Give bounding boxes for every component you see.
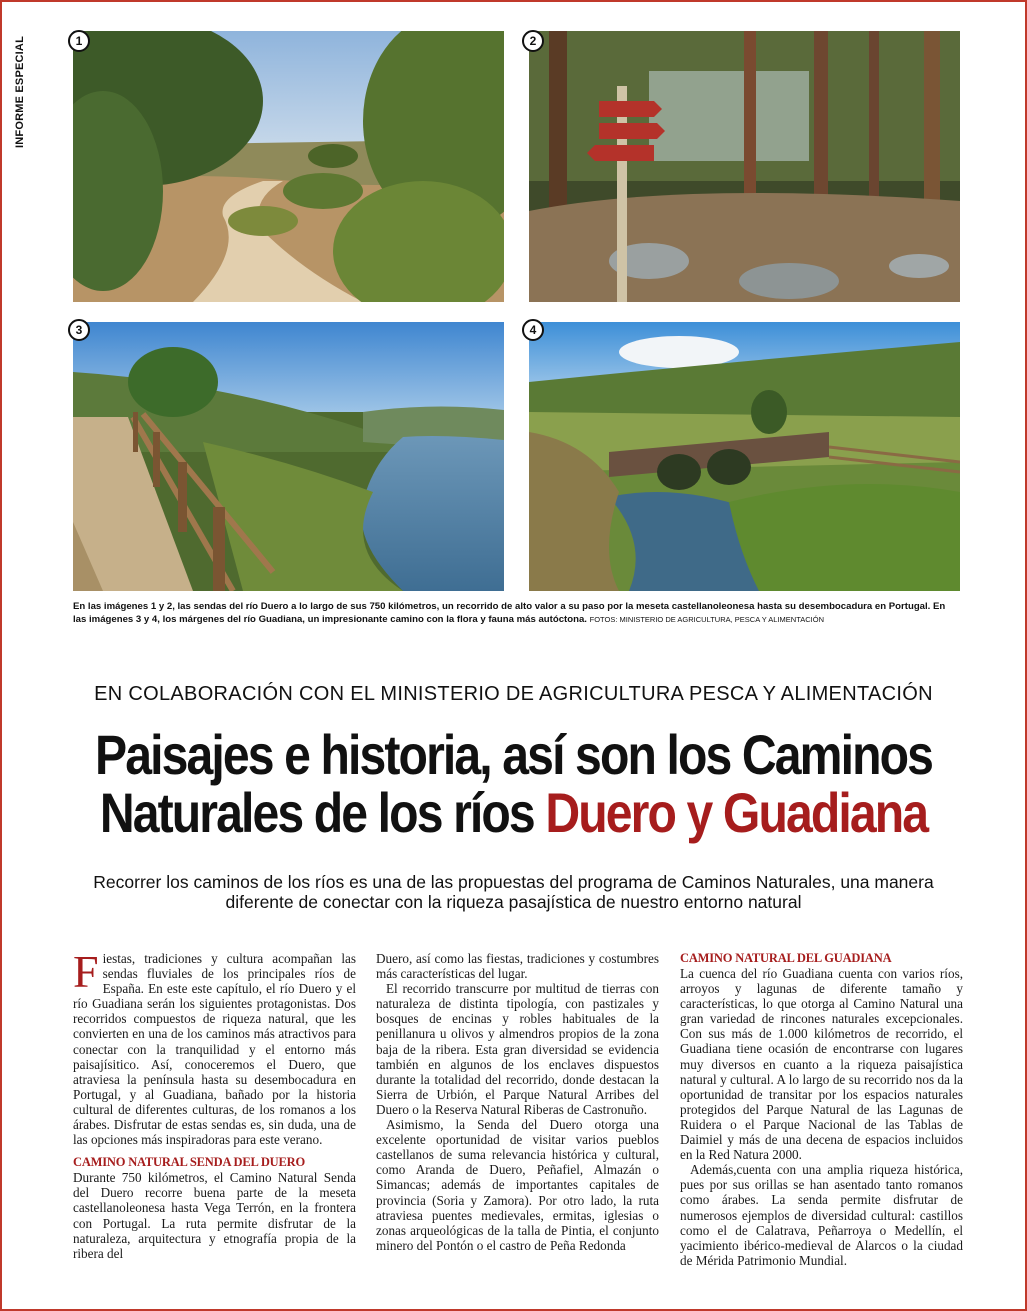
subhead-duero: CAMINO NATURAL SENDA DEL DUERO <box>73 1155 305 1170</box>
duero-paragraph-2: El recorrido transcurre por multitud de tierras con naturaleza de distinta tipología, con pastizales y bosques de encinas y robles habituales de la penillanura u olivos y almendros propios de la zona baja de la ribera. Esta gran diversidad se evidencia también en algunos de los enclaves dispuestos durante la totalidad del recorrido, donde destacan la Sierra de Urbión, el Parque Natural Arribes del Duero o la Reserva Natural Riberas de Castronuño. <box>376 981 659 1117</box>
duero-paragraph-3: Asimismo, la Senda del Duero otorga una excelente oportunidad de visitar varios pueblos castellanos de suma relevancia histórica y cultural, como Aranda de Duero, Peñafiel, Almazán o Simancas; además de importantes capitales de provincia (Soria y Zamora). Por otro lado, la ruta atraviesa puentes medievales, ermitas, iglesias o zonas arqueológicas de la talla de Pintia, el conjunto minero del Pontón o el castro de Peña Redonda <box>376 1117 659 1253</box>
headline-line-1: Paisajes e historia, así son los Caminos <box>94 723 933 786</box>
photo-caption <box>73 600 961 626</box>
guadiana-paragraph-1: La cuenca del río Guadiana cuenta con varios ríos, arroyos y lagunas de diferente tamaño y características, lo que otorga al Camino Natural una gran variedad de rincones naturales excepcionales. Con sus más de 1.000 kilómetros de recorrido, el Guadiana tiene ocasión de encontrarse con lugares muy diversos en cuanto a la riqueza paisajística natural y cultural. A lo largo de su recorrido nos da la oportunidad de transitar por los espacios naturales protegidos del Parque Natural de las Lagunas de Ruidera o el Parque Nacional de las Tablas de Daimiel y más de una decena de espacios incluidos en la Red Natura 2000. <box>680 966 963 1163</box>
intro-text: iestas, tradiciones y cultura acompañan las sendas fluviales de los principales ríos de España. En este este capítulo, el río Duero y el río Guadiana serán los siguientes protagonistas. Dos recorridos compuestos de riqueza natural, que les convierten en una de los caminos más atractivos para conectar con la tranquilidad y el entorno más paisajísitico. Así, conoceremos el Duero, que atraviesa la península hasta su desembocadura en Portugal, y al Guadiana, bañado por la historia cultural de diferentes culturas, de los romanos a los árabes. Disfrutar de estas sendas es, sin duda, una de las opciones más inspiradoras para este verano. <box>73 951 356 1148</box>
photo-2 <box>529 31 960 302</box>
guadiana-paragraph-2: Además,cuenta con una amplia riqueza histórica, pues por sus orillas se han asentado tanto romanos como árabes. La senda permite disfrutar de numerosos ejemplos de diversidad cultural: castillos como el de Calatrava, Peñarroya o Medellín, el yacimiento ibérico-medieval de Alarcos o la ciudad de Mérida Patrimonio Mundial. <box>680 1162 963 1268</box>
headline-line-2-black: Naturales de los ríos <box>99 781 534 844</box>
caption-text: En las imágenes 1 y 2, las sendas del río Duero a lo largo de sus 750 kilómetros, un recorrido de alto valor a su paso por la meseta castellanoleonesa hasta su desembocadura en Portugal. En las imágenes 3 y 4, los márgenes del río Guadiana, un impresionante camino con la flora y fauna más autóctona. <box>73 601 946 625</box>
duero-paragraph-1: Durante 750 kilómetros, el Camino Natural Senda del Duero recorre buena parte de la meseta castellanoleonesa hasta Vega Terrón, en la frontera con Portugal. La ruta permite disfrutar de la naturaleza, arquitectura y etnografía propia de la ribera del <box>73 1170 356 1261</box>
photo-3-number: 3 <box>68 319 90 341</box>
photo-4 <box>529 322 960 591</box>
column-1 <box>73 946 356 1261</box>
dropcap: F <box>73 946 99 997</box>
photo-4-number: 4 <box>522 319 544 341</box>
column-3 <box>680 951 963 1268</box>
headline <box>72 723 955 844</box>
photo-2-number: 2 <box>522 30 544 52</box>
intro-paragraph <box>73 946 356 1148</box>
headline-line-2-red: Duero y Guadiana <box>545 781 928 844</box>
kicker: EN COLABORACIÓN CON EL MINISTERIO DE AGRICULTURA PESCA Y ALIMENTACIÓN <box>94 683 933 705</box>
photo-1-number: 1 <box>68 30 90 52</box>
deck: Recorrer los caminos de los ríos es una de las propuestas del programa de Caminos Naturales, una manera diferente de conectar con la riqueza pasajística de nuestro entorno natural <box>93 872 934 912</box>
photo-credit: FOTOS: MINISTERIO DE AGRICULTURA, PESCA Y ALIMENTACIÓN <box>589 615 824 624</box>
photo-3 <box>73 322 504 591</box>
column-2 <box>376 951 659 1253</box>
photo-1 <box>73 31 504 302</box>
section-tag-label: INFORME ESPECIAL <box>14 36 26 148</box>
subhead-guadiana: CAMINO NATURAL DEL GUADIANA <box>680 951 892 965</box>
duero-paragraph-1-continued: Duero, así como las fiestas, tradiciones y costumbres más características del lugar. <box>376 951 659 982</box>
headline-line-2 <box>72 781 955 844</box>
section-tag <box>10 36 30 156</box>
